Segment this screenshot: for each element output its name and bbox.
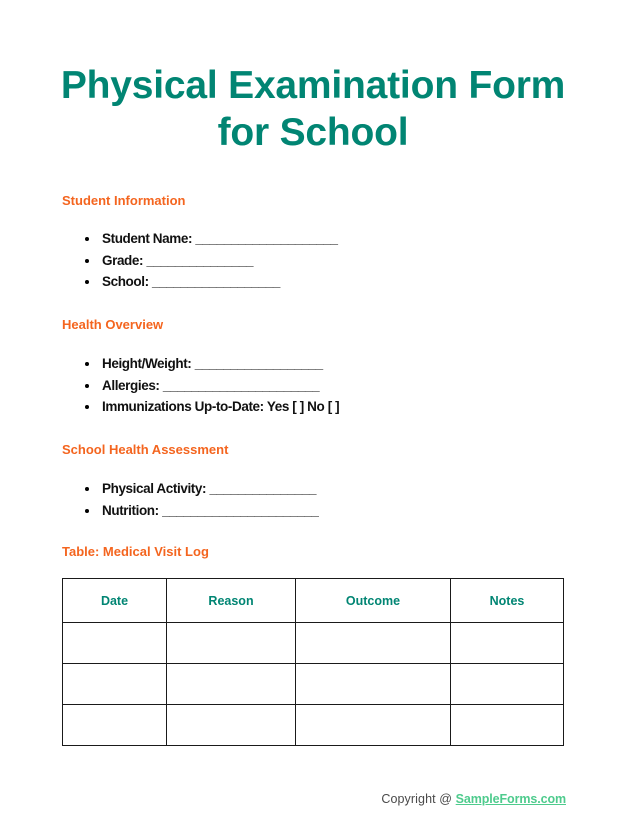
table-cell-outcome[interactable] (296, 664, 451, 705)
table-cell-outcome[interactable] (296, 623, 451, 664)
section-heading-health-overview: Health Overview (62, 317, 164, 332)
field-allergies: Allergies: ______________________ (102, 377, 320, 393)
field-immunizations: Immunizations Up-to-Date: Yes [ ] No [ ] (102, 399, 340, 414)
table-row (63, 623, 564, 664)
table-cell-reason[interactable] (167, 623, 296, 664)
table-cell-notes[interactable] (451, 664, 564, 705)
section-heading-student-information: Student Information (62, 193, 186, 208)
list-item (62, 500, 562, 522)
table-cell-notes[interactable] (451, 623, 564, 664)
list-item (62, 250, 562, 272)
table-cell-outcome[interactable] (296, 705, 451, 746)
table-header-outcome: Outcome (296, 579, 451, 623)
table-cell-reason[interactable] (167, 705, 296, 746)
field-height-weight: Height/Weight: __________________ (102, 356, 323, 371)
student-information-list (62, 228, 562, 293)
school-health-assessment-list (62, 478, 562, 521)
medical-visit-log-table (62, 578, 564, 746)
table-cell-date[interactable] (63, 664, 167, 705)
table-header-date: Date (63, 579, 167, 623)
list-item (62, 353, 562, 375)
table-cell-reason[interactable] (167, 664, 296, 705)
copyright-text: Copyright @ (381, 792, 453, 806)
table-cell-date[interactable] (63, 705, 167, 746)
field-student-name: Student Name: ____________________ (102, 231, 338, 246)
field-grade: Grade: _______________ (102, 252, 254, 268)
table-header-reason: Reason (167, 579, 296, 623)
table-header-notes: Notes (451, 579, 564, 623)
list-item (62, 375, 562, 397)
health-overview-list (62, 353, 562, 418)
table-cell-date[interactable] (63, 623, 167, 664)
list-item (62, 396, 562, 418)
list-item (62, 271, 562, 293)
table-row (63, 705, 564, 746)
section-heading-medical-visit-log: Table: Medical Visit Log (62, 544, 209, 559)
table-cell-notes[interactable] (451, 705, 564, 746)
list-item (62, 228, 562, 250)
footer (0, 792, 566, 806)
field-physical-activity: Physical Activity: _______________ (102, 481, 317, 496)
sampleforms-link[interactable]: SampleForms.com (455, 792, 566, 806)
list-item (62, 478, 562, 500)
field-school: School: __________________ (102, 274, 280, 289)
page-title: Physical Examination Form for School (60, 64, 566, 154)
table-row (63, 664, 564, 705)
section-heading-school-health-assessment: School Health Assessment (62, 442, 229, 457)
field-nutrition: Nutrition: ______________________ (102, 502, 319, 518)
table-header-row (63, 579, 564, 623)
